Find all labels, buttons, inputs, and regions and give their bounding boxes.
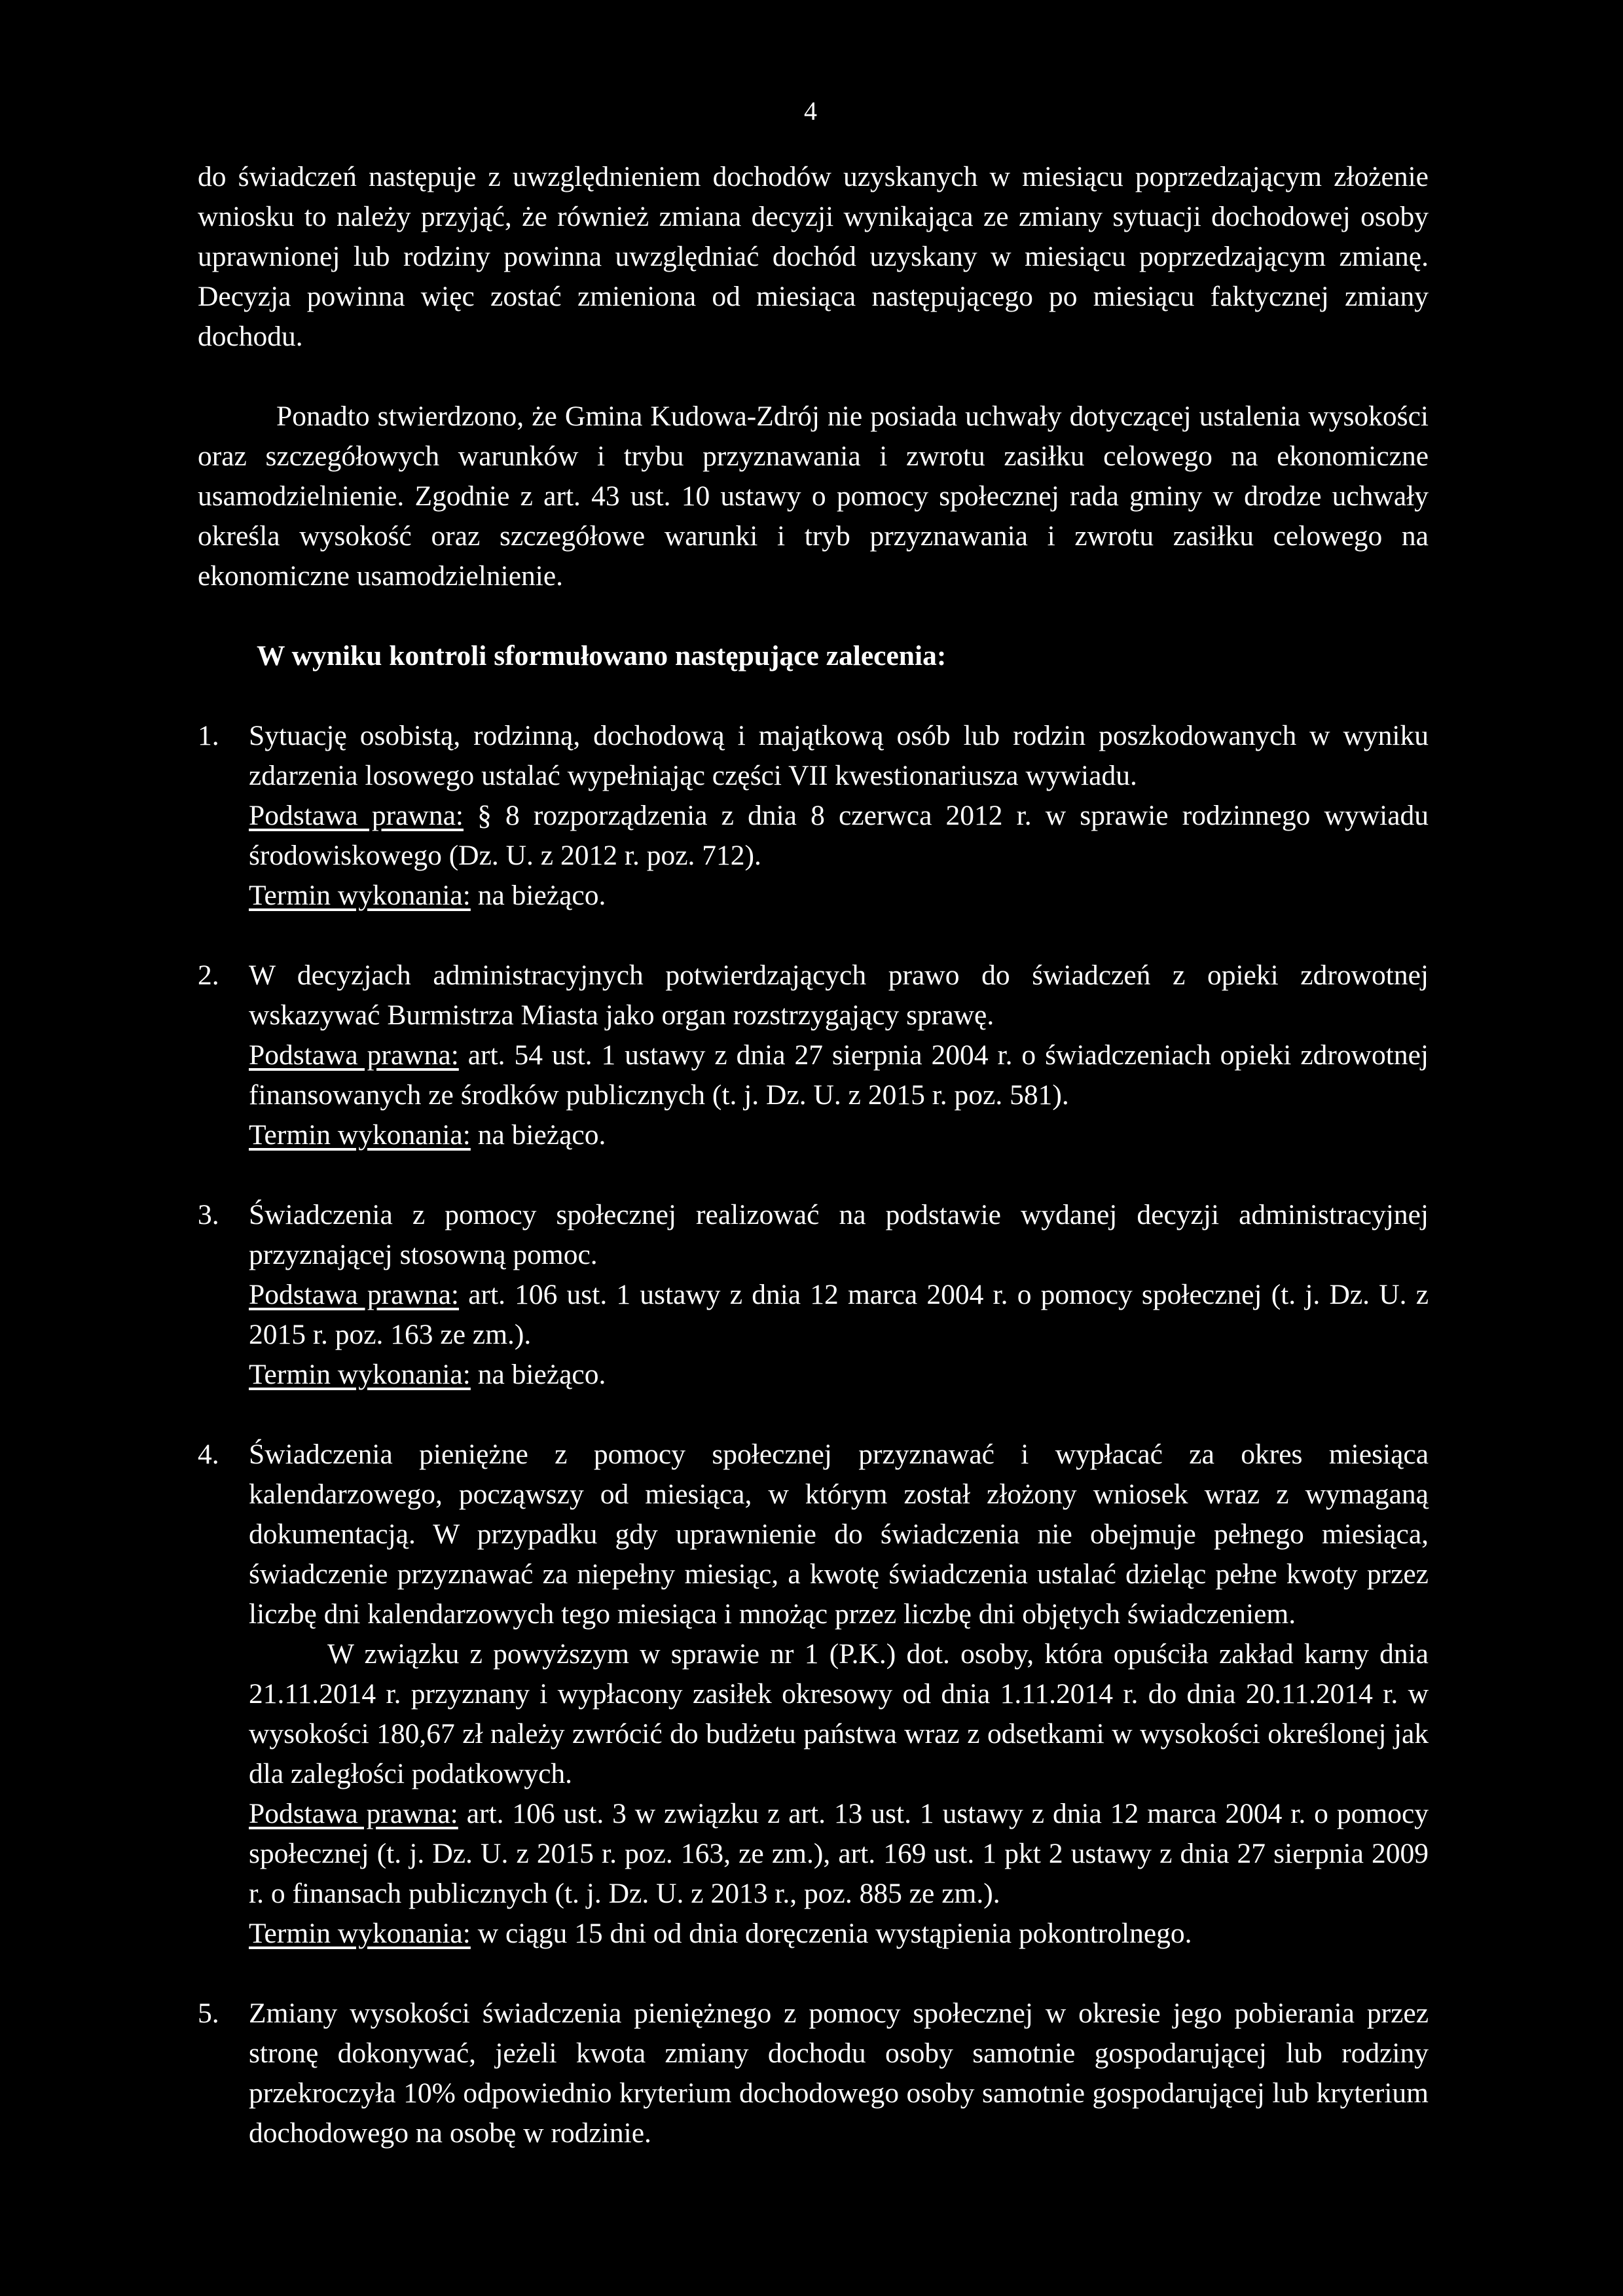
deadline-label: Termin wykonania: [249, 880, 471, 911]
recommendation-case-note: W związku z powyższym w sprawie nr 1 (P.K.) dot. osoby, która opuściła zakład karny dnia 21.11.2014 r. przyznany i wypłacony zasiłek okresowy od dnia 1.11.2014 r. do dnia 20.11.2014 r. w wysokości 180,67 zł należy zwrócić do budżetu państwa wraz z odsetkami w wysokości określonej jak dla zaległości podatkowych. [249, 1638, 1429, 1789]
paragraph-findings: Ponadto stwierdzono, że Gmina Kudowa-Zdrój nie posiada uchwały dotyczącej ustalenia wysokości oraz szczegółowych warunków i trybu przyznawania i zwrotu zasiłku celowego na ekonomiczne usamodzielnienie. Zgodnie z art. 43 ust. 10 ustawy o pomocy społecznej rada gminy w drodze uchwały określa wysokość oraz szczegółowe warunki i tryb przyznawania i zwrotu zasiłku celowego na ekonomiczne usamodzielnienie. [198, 401, 1429, 592]
recommendation-number: 1. [198, 720, 219, 751]
recommendation-2 [198, 956, 1429, 1155]
legal-basis-label: Podstawa prawna: [249, 1798, 458, 1829]
deadline-text: na bieżąco. [477, 1119, 606, 1151]
recommendation-3 [198, 1195, 1429, 1395]
legal-basis-text: art. 106 ust. 1 ustawy z dnia 12 marca 2004 r. o pomocy społecznej (t. j. Dz. U. z 2015 r. poz. 163 ze zm.). [249, 1279, 1429, 1350]
recommendations-heading: W wyniku kontroli sformułowano następujące zalecenia: [257, 640, 947, 672]
legal-basis-label: Podstawa prawna: [249, 1279, 460, 1310]
recommendation-number: 5. [198, 1998, 219, 2029]
recommendation-number: 3. [198, 1199, 219, 1230]
legal-basis-label: Podstawa prawna: [249, 1039, 459, 1071]
page-number: 4 [804, 96, 817, 126]
recommendation-5 [198, 1994, 1429, 2153]
deadline-label: Termin wykonania: [249, 1359, 471, 1390]
deadline [249, 1355, 1429, 1395]
recommendation-text: Świadczenia pieniężne z pomocy społecznej przyznawać i wypłacać za okres miesiąca kalendarzowego, począwszy od miesiąca, w którym został złożony wniosek wraz z wymaganą dokumentacją. W przypadku gdy uprawnienie do świadczenia nie obejmuje pełnego miesiąca, świadczenie przyznawać za niepełny miesiąc, a kwotę świadczenia ustalać dzieląc pełne kwoty przez liczbę dni kalendarzowych tego miesiąca i mnożąc przez liczbę dni objętych świadczeniem. [249, 1439, 1429, 1630]
recommendation-number: 4. [198, 1439, 219, 1470]
recommendation-text: Sytuację osobistą, rodzinną, dochodową i majątkową osób lub rodzin poszkodowanych w wyniku zdarzenia losowego ustalać wypełniając części VII kwestionariusza wywiadu. [249, 720, 1429, 791]
legal-basis [249, 1275, 1429, 1355]
document-body [198, 157, 1429, 2153]
legal-basis [249, 1794, 1429, 1914]
recommendation-number: 2. [198, 960, 219, 991]
recommendation-text: Zmiany wysokości świadczenia pieniężnego z pomocy społecznej w okresie jego pobierania przez stronę dokonywać, jeżeli kwota zmiany dochodu osoby samotnie gospodarującej lub rodziny przekroczyła 10% odpowiednio kryterium dochodowego osoby samotnie gospodarującej lub kryterium dochodowego na osobę w rodzinie. [249, 1998, 1429, 2149]
deadline-text: na bieżąco. [477, 880, 606, 911]
deadline [249, 876, 1429, 916]
recommendation-1 [198, 716, 1429, 916]
legal-basis [249, 796, 1429, 876]
deadline [249, 1115, 1429, 1155]
paragraph-continuation: do świadczeń następuje z uwzględnieniem dochodów uzyskanych w miesiącu poprzedzającym złożenie wniosku to należy przyjąć, że również zmiana decyzji wynikająca ze zmiany sytuacji dochodowej osoby uprawnionej lub rodziny powinna uwzględniać dochód uzyskany w miesiącu poprzedzającym zmianę. Decyzja powinna więc zostać zmieniona od miesiąca następującego po miesiącu faktycznej zmiany dochodu. [198, 161, 1429, 352]
legal-basis-text: art. 106 ust. 3 w związku z art. 13 ust. 1 ustawy z dnia 12 marca 2004 r. o pomocy społecznej (t. j. Dz. U. z 2015 r. poz. 163, ze zm.), art. 169 ust. 1 pkt 2 ustawy z dnia 27 sierpnia 2009 r. o finansach publicznych (t. j. Dz. U. z 2013 r., poz. 885 ze zm.). [249, 1798, 1429, 1909]
recommendation-text: W decyzjach administracyjnych potwierdzających prawo do świadczeń z opieki zdrowotnej wskazywać Burmistrza Miasta jako organ rozstrzygający sprawę. [249, 960, 1429, 1031]
legal-basis [249, 1035, 1429, 1115]
deadline-text: w ciągu 15 dni od dnia doręczenia wystąpienia pokontrolnego. [477, 1918, 1192, 1949]
deadline-label: Termin wykonania: [249, 1119, 471, 1151]
legal-basis-text: art. 54 ust. 1 ustawy z dnia 27 sierpnia 2004 r. o świadczeniach opieki zdrowotnej finansowanych ze środków publicznych (t. j. Dz. U. z 2015 r. poz. 581). [249, 1039, 1429, 1111]
recommendation-4 [198, 1435, 1429, 1954]
recommendation-text: Świadczenia z pomocy społecznej realizować na podstawie wydanej decyzji administracyjnej przyznającej stosowną pomoc. [249, 1199, 1429, 1270]
legal-basis-label: Podstawa prawna: [249, 800, 464, 831]
deadline [249, 1914, 1429, 1954]
deadline-label: Termin wykonania: [249, 1918, 471, 1949]
legal-basis-text: § 8 rozporządzenia z dnia 8 czerwca 2012 r. w sprawie rodzinnego wywiadu środowiskowego (Dz. U. z 2012 r. poz. 712). [249, 800, 1429, 871]
deadline-text: na bieżąco. [477, 1359, 606, 1390]
